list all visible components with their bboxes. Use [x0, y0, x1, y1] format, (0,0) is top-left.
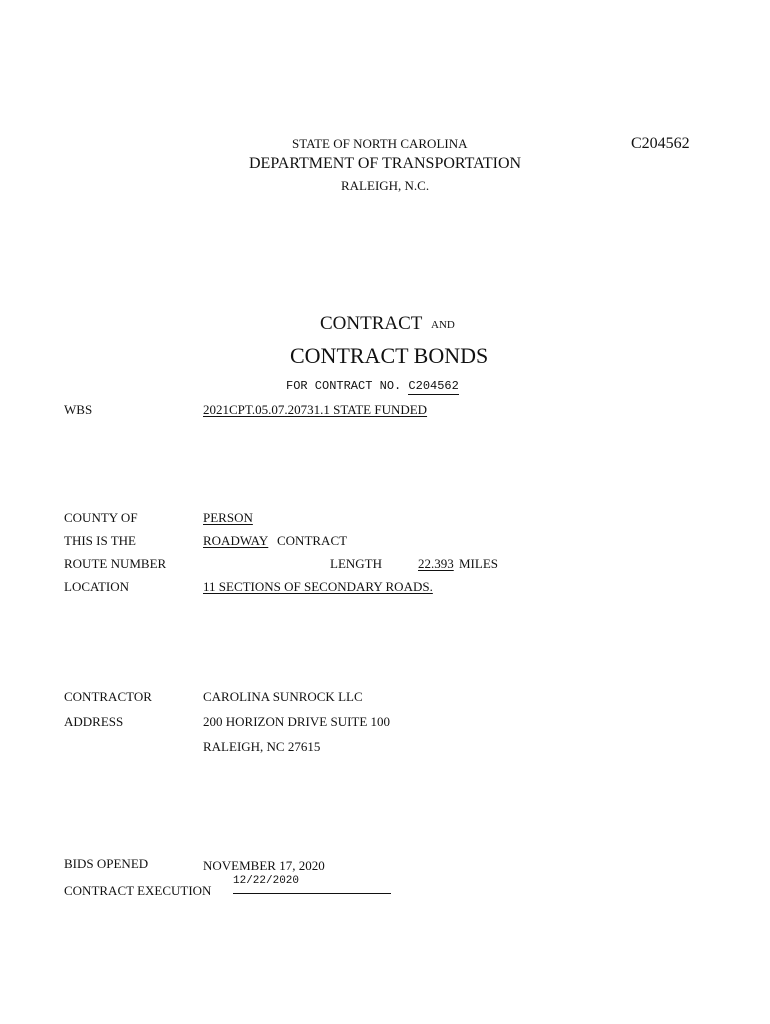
bids-opened-value: NOVEMBER 17, 2020	[203, 858, 325, 873]
location-value: 11 SECTIONS OF SECONDARY ROADS.	[203, 579, 433, 594]
contract-title: CONTRACT	[320, 313, 423, 334]
contract-word: CONTRACT	[277, 533, 348, 548]
for-contract-line	[286, 379, 459, 395]
length-label: LENGTH	[330, 556, 382, 571]
address-line-2: RALEIGH, NC 27615	[203, 739, 321, 754]
wbs-label: WBS	[64, 402, 93, 417]
for-contract-prefix: FOR CONTRACT NO.	[286, 379, 402, 393]
bids-opened-label: BIDS OPENED	[64, 856, 149, 871]
city-name: RALEIGH, N.C.	[341, 178, 430, 193]
county-label: COUNTY OF	[64, 510, 138, 525]
contract-type: ROADWAY	[203, 533, 269, 548]
contractor-name: CAROLINA SUNROCK LLC	[203, 689, 363, 704]
route-label: ROUTE NUMBER	[64, 556, 167, 571]
address-line-1: 200 HORIZON DRIVE SUITE 100	[203, 714, 391, 729]
department-name: DEPARTMENT OF TRANSPORTATION	[249, 155, 522, 172]
execution-signature-line	[233, 893, 391, 894]
length-unit: MILES	[459, 556, 498, 571]
contract-execution-value: 12/22/2020	[233, 875, 300, 887]
this-is-label: THIS IS THE	[64, 533, 136, 548]
state-name: STATE OF NORTH CAROLINA	[292, 136, 468, 151]
contract-id: C204562	[631, 135, 690, 152]
wbs-value: 2021CPT.05.07.20731.1 STATE FUNDED	[203, 402, 428, 417]
for-contract-number: C204562	[408, 379, 459, 393]
length-value: 22.393	[418, 556, 454, 571]
county-value: PERSON	[203, 510, 253, 525]
location-label: LOCATION	[64, 579, 129, 594]
and-word: AND	[431, 319, 455, 331]
address-label: ADDRESS	[64, 714, 124, 729]
contract-bonds-title: CONTRACT BONDS	[290, 343, 489, 368]
contract-execution-label: CONTRACT EXECUTION	[64, 883, 212, 898]
contractor-label: CONTRACTOR	[64, 689, 152, 704]
